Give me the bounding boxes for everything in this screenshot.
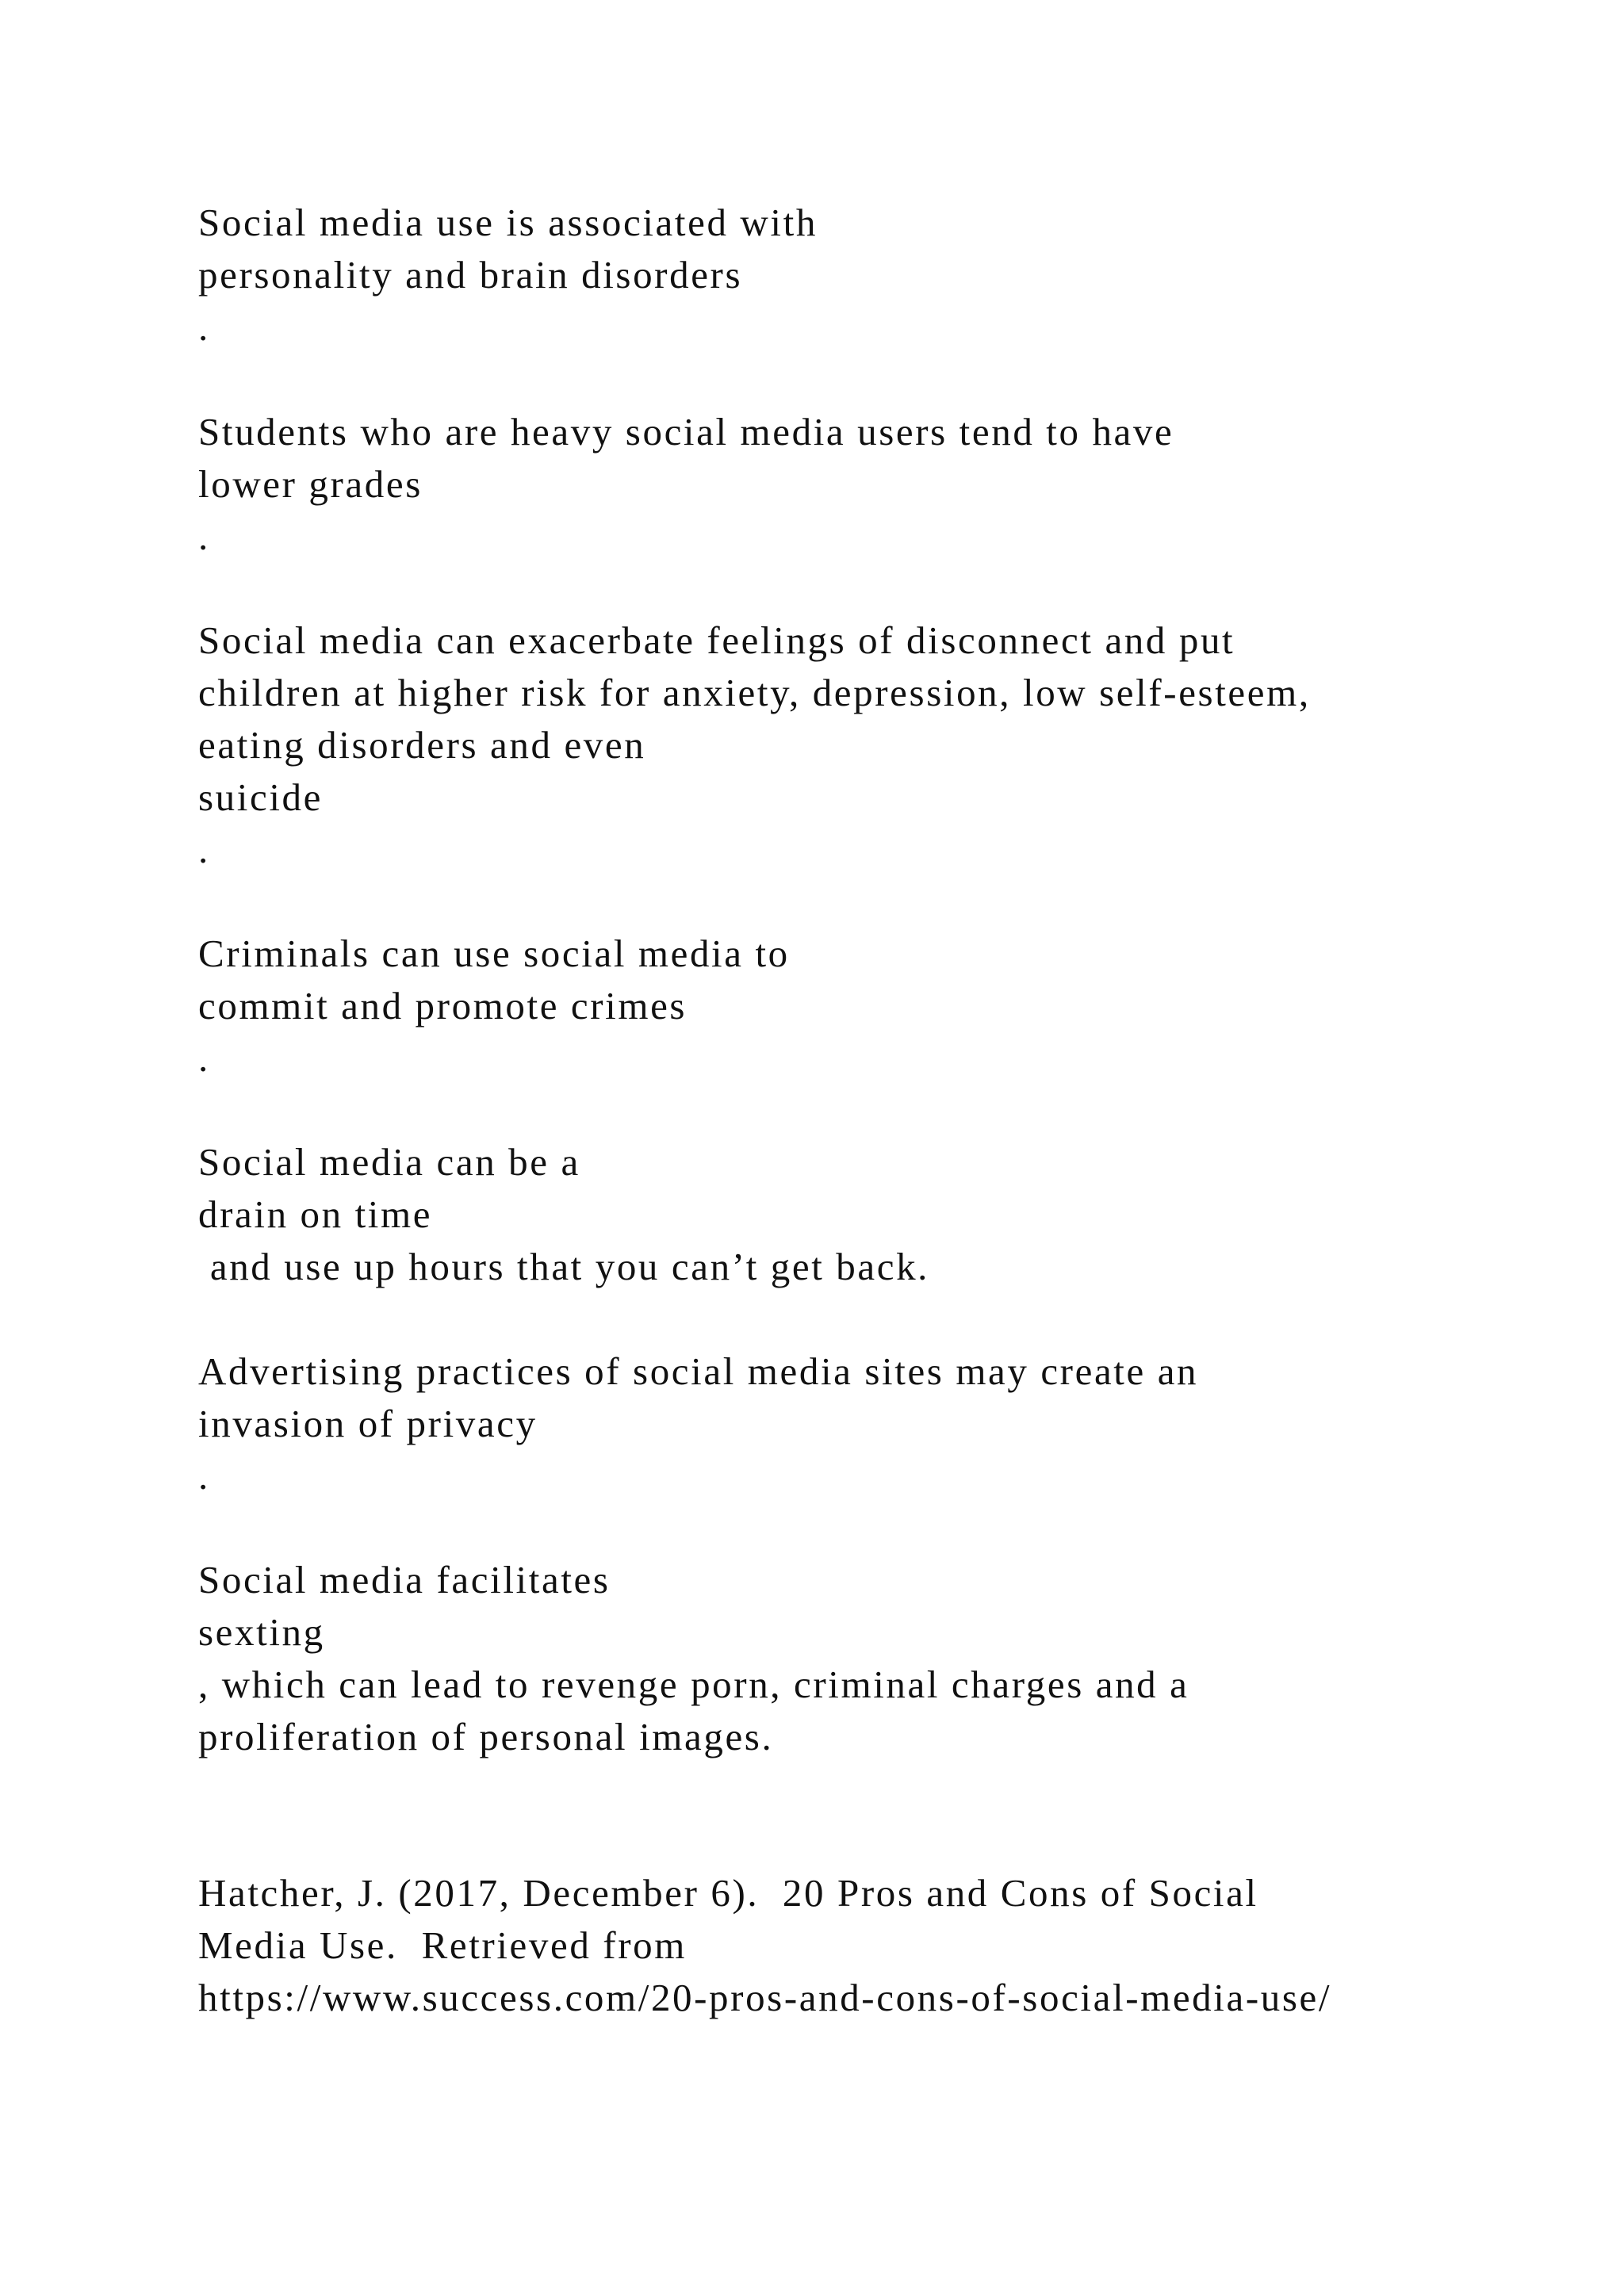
text-line: suicide: [198, 775, 323, 819]
paragraph-disconnect: [198, 614, 1562, 876]
text-line: Students who are heavy social media users tend to have: [198, 410, 1174, 453]
paragraph-drain-on-time: [198, 1136, 1562, 1293]
text-line: , which can lead to revenge porn, criminal charges and a: [198, 1663, 1189, 1706]
text-line: Social media facilitates: [198, 1558, 611, 1601]
text-line: .: [198, 1036, 210, 1080]
paragraph-advertising-privacy: [198, 1345, 1562, 1502]
text-line: personality and brain disorders: [198, 253, 743, 297]
text-line: and use up hours that you can’t get back.: [198, 1245, 930, 1288]
text-line: commit and promote crimes: [198, 984, 688, 1027]
citation-url: https://www.success.com/20-pros-and-cons-of-social-media-use/: [198, 1976, 1332, 2019]
citation-line: Hatcher, J. (2017, December 6). 20 Pros and Cons of Social: [198, 1871, 1258, 1915]
paragraph-personality-disorders: [198, 197, 1562, 354]
text-line: .: [198, 1454, 210, 1498]
text-line: children at higher risk for anxiety, depression, low self-esteem,: [198, 671, 1311, 714]
text-line: .: [198, 828, 210, 871]
text-line: Criminals can use social media to: [198, 932, 790, 975]
text-line: Social media can exacerbate feelings of disconnect and put: [198, 618, 1235, 662]
paragraph-criminals: [198, 928, 1562, 1085]
citation-line: Media Use. Retrieved from: [198, 1923, 687, 1967]
text-line: proliferation of personal images.: [198, 1715, 774, 1758]
text-line: invasion of privacy: [198, 1402, 538, 1445]
paragraph-sexting: [198, 1554, 1562, 1763]
text-line: Social media can be a: [198, 1140, 580, 1184]
paragraph-lower-grades: [198, 406, 1562, 563]
text-line: drain on time: [198, 1192, 433, 1236]
text-line: Advertising practices of social media sites may create an: [198, 1349, 1199, 1393]
text-line: Social media use is associated with: [198, 201, 818, 244]
text-line: sexting: [198, 1610, 325, 1654]
text-line: .: [198, 515, 210, 558]
citation: [198, 1867, 1562, 2024]
text-line: .: [198, 305, 210, 349]
text-line: eating disorders and even: [198, 723, 646, 767]
text-line: lower grades: [198, 462, 423, 506]
